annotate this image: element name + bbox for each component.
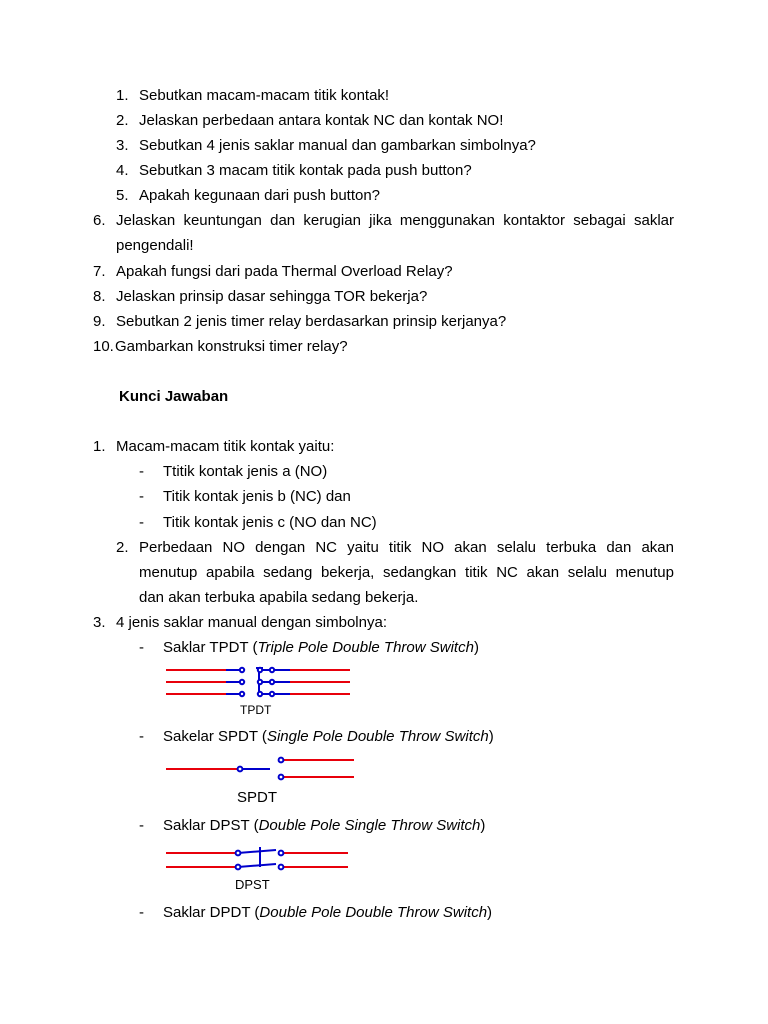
answers-heading: Kunci Jawaban <box>119 388 229 405</box>
question-text: Sebutkan 3 macam titik kontak pada push button? <box>139 162 472 179</box>
answer-1 <box>93 438 335 456</box>
answer-3 <box>93 614 387 632</box>
item-text: Titik kontak jenis c (NO dan NC) <box>163 514 377 531</box>
caption-suffix: ) <box>480 817 486 834</box>
caption-prefix: Saklar DPDT ( <box>163 904 260 921</box>
question-6-text-line2: pengendali! <box>116 237 194 254</box>
bullet-dash: - <box>139 728 144 745</box>
question-number: 8. <box>93 288 106 305</box>
question-number: 6. <box>93 212 106 229</box>
question-2 <box>116 112 504 130</box>
caption-italic: Single Pole Double Throw Switch <box>266 728 489 745</box>
item-text: Titik kontak jenis b (NC) dan <box>163 488 351 505</box>
question-number: 5. <box>116 187 129 204</box>
answer-text: 4 jenis saklar manual dengan simbolnya: <box>116 614 387 631</box>
question-6 <box>93 212 106 230</box>
answer-2-line2: menutup apabila sedang bekerja, sedangkan titik NC akan selalu menutup <box>139 564 674 581</box>
caption-suffix: ) <box>473 639 479 656</box>
question-1 <box>116 87 390 105</box>
bullet-dash: - <box>139 488 144 505</box>
spdt-label: SPDT <box>237 789 278 806</box>
question-text: Sebutkan 4 jenis saklar manual dan gambarkan simbolnya? <box>139 137 536 154</box>
answer-1-item-1 <box>139 463 328 481</box>
tpdt-label: TPDT <box>240 703 272 717</box>
bullet-dash: - <box>139 817 144 834</box>
question-3 <box>116 137 536 155</box>
question-text: Jelaskan perbedaan antara kontak NC dan kontak NO! <box>139 112 504 129</box>
bullet-dash: - <box>139 514 144 531</box>
question-text: Gambarkan konstruksi timer relay? <box>115 338 348 355</box>
question-text: Apakah fungsi dari pada Thermal Overload Relay? <box>116 263 453 280</box>
switch-item-dpst <box>139 817 486 835</box>
question-5 <box>116 187 381 205</box>
caption-suffix: ) <box>487 904 493 921</box>
bullet-dash: - <box>139 639 144 656</box>
caption-prefix: Saklar TPDT ( <box>163 639 258 656</box>
question-text: Sebutkan 2 jenis timer relay berdasarkan prinsip kerjanya? <box>116 313 507 330</box>
caption-prefix: Saklar DPST ( <box>163 817 259 834</box>
question-number: 2. <box>116 112 129 129</box>
answer-number: 1. <box>93 438 106 455</box>
answer-2-line3: dan akan terbuka apabila sedang bekerja. <box>139 589 419 606</box>
switch-caption <box>163 728 494 746</box>
answer-text: Macam-macam titik kontak yaitu: <box>116 438 335 455</box>
question-8 <box>93 288 428 306</box>
question-6-text-line1: Jelaskan keuntungan dan kerugian jika menggunakan kontaktor sebagai saklar <box>116 212 674 229</box>
question-number: 3. <box>116 137 129 154</box>
answer-number: 3. <box>93 614 106 631</box>
caption-italic: Double Pole Single Throw Switch <box>258 817 481 834</box>
answer-2-number: 2. <box>116 539 129 556</box>
question-number: 1. <box>116 87 129 104</box>
switch-item-spdt <box>139 728 494 746</box>
question-9 <box>93 313 507 331</box>
answer-1-item-2 <box>139 488 351 506</box>
question-text: Sebutkan macam-macam titik kontak! <box>139 87 390 104</box>
question-number: 9. <box>93 313 106 330</box>
bullet-dash: - <box>139 904 144 921</box>
switch-item-tpdt <box>139 639 479 657</box>
tpdt-symbol <box>160 660 360 720</box>
question-4 <box>116 162 472 180</box>
question-number: 10. <box>93 338 114 355</box>
question-text: Jelaskan prinsip dasar sehingga TOR bekerja? <box>116 288 428 305</box>
answer-2-line1: Perbedaan NO dengan NC yaitu titik NO akan selalu terbuka dan akan <box>139 539 674 556</box>
switch-caption <box>163 904 492 922</box>
question-number: 7. <box>93 263 106 280</box>
item-text: Ttitik kontak jenis a (NO) <box>163 463 328 480</box>
question-text: Apakah kegunaan dari push button? <box>139 187 381 204</box>
dpst-label: DPST <box>235 877 270 892</box>
switch-caption <box>163 639 479 657</box>
question-10 <box>93 338 348 356</box>
question-number: 4. <box>116 162 129 179</box>
bullet-dash: - <box>139 463 144 480</box>
switch-caption <box>163 817 485 835</box>
caption-italic: Triple Pole Double Throw Switch <box>257 639 474 656</box>
caption-italic: Double Pole Double Throw Switch <box>259 904 488 921</box>
question-7 <box>93 263 453 281</box>
answer-1-item-3 <box>139 514 377 532</box>
switch-item-dpdt <box>139 904 493 922</box>
dpst-symbol <box>160 840 360 896</box>
caption-prefix: Sakelar SPDT ( <box>163 728 267 745</box>
caption-suffix: ) <box>488 728 494 745</box>
spdt-symbol <box>160 752 360 812</box>
